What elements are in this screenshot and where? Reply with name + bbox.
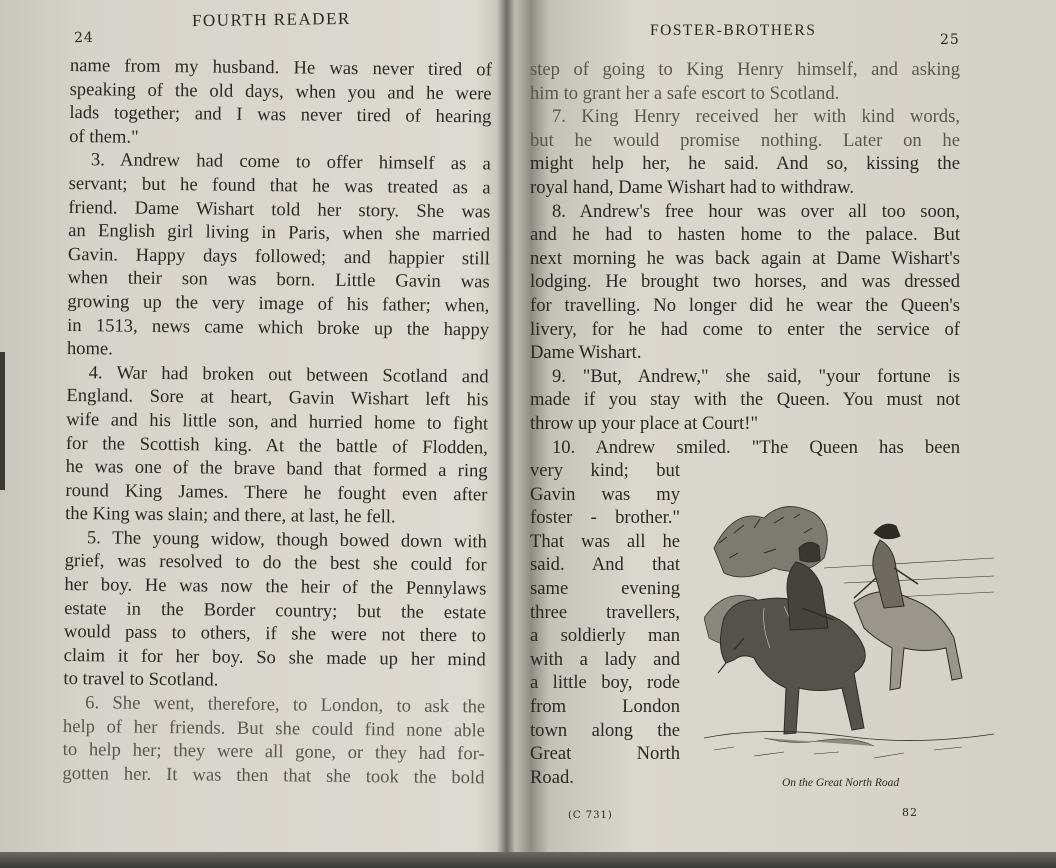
text-line: claim it for her boy. So she made up her mind (63, 644, 486, 671)
text-line: name from my husband. He was never tired of (69, 54, 492, 81)
text-line: step of going to King Henry himself, and asking (530, 59, 960, 80)
text-line: might help her, he said. And so, kissing the (530, 153, 960, 175)
text-line: in 1513, news came which broke up the happy (67, 314, 490, 340)
running-head-right: FOSTER-BROTHERS (650, 22, 817, 39)
text-line: very kind; but (530, 460, 680, 482)
text-line: for the Scottish king. At the battle of Flodden, (65, 432, 489, 458)
text-line: round King James. There he fought even after (65, 479, 488, 506)
text-line: him to grant her a safe escort to Scotland. (530, 82, 840, 104)
illustration-caption: On the Great North Road (782, 777, 900, 789)
text-line: would pass to others, if she were not there to (63, 621, 487, 647)
text-line: friend. Dame Wishart told her story. She was (68, 196, 491, 222)
text-line: a soldierly man (530, 625, 680, 647)
text-line: Dame Wishart. (530, 342, 642, 364)
text-line: 5. The young widow, though bowed down with (86, 527, 488, 553)
text-line: home. (66, 338, 113, 360)
text-line: but he would promise nothing. Later on he (530, 129, 960, 151)
text-line: gotten her. It was then that she took the bold (62, 762, 485, 789)
text-line: grief, was resolved to do the best she could for (64, 550, 487, 576)
text-line: the King was slain; and there, at last, he fell. (65, 503, 396, 528)
right-page (512, 0, 1056, 868)
text-line: estate in the Border country; but the estate (64, 597, 487, 624)
text-line: 10. Andrew smiled. "The Queen has been (552, 436, 960, 458)
page-number-left: 24 (73, 29, 94, 47)
text-line: servant; but he found that he was treated as a (68, 172, 491, 199)
text-line: 4. War had broken out between Scotland and (88, 361, 489, 388)
text-line: wife and his little son, and hurried home to fight (66, 408, 489, 435)
text-line: lads together; and I was never tired of hearing (69, 102, 492, 128)
text-line: Gavin. Happy days followed; and happier still (67, 243, 490, 270)
text-line: with a lady and (530, 648, 680, 670)
text-line: of them." (69, 125, 139, 148)
text-line: lodging. He brought two horses, and was dressed (530, 271, 960, 293)
text-line: royal hand, Dame Wishart had to withdraw. (530, 176, 855, 198)
text-line: a little boy, rode (530, 672, 680, 694)
sheet-mark: 82 (902, 806, 918, 819)
left-page (0, 0, 502, 868)
text-line: help of her friends. But she could find none able (62, 715, 486, 742)
text-line: to travel to Scotland. (63, 668, 219, 692)
text-line: livery, for he had come to enter the service of (530, 318, 960, 340)
text-line: for travelling. No longer did he wear the Queen's (530, 294, 960, 316)
text-line: and he had to hasten home to the palace. But (530, 224, 960, 246)
running-head-left: FOURTH READER (191, 8, 351, 31)
text-line: Road. (530, 766, 574, 788)
text-line: her boy. He was now the heir of the Pennylaws (64, 574, 487, 600)
text-line: he was one of the brave band that formed a ring (65, 456, 488, 482)
text-line: That was all he (530, 530, 680, 552)
text-line: 3. Andrew had come to offer himself as a (90, 149, 491, 175)
riders-illustration (704, 488, 994, 770)
text-line: growing up the very image of his father; when, (67, 290, 490, 317)
text-line: 8. Andrew's free hour was over all too soon, (552, 200, 960, 222)
book-bottom-edge (0, 852, 1056, 868)
text-line: speaking of the old days, when you and he were (69, 78, 492, 105)
text-line: Great North (530, 743, 680, 765)
text-line: next morning he was back again at Dame Wishart's (530, 247, 960, 269)
page-number-right: 25 (940, 32, 960, 48)
text-line: 6. She went, therefore, to London, to ask the (85, 692, 486, 718)
left-body-text (62, 54, 492, 790)
text-line: 7. King Henry received her with kind words, (552, 106, 960, 128)
text-line: said. And that (530, 554, 680, 576)
text-line: Gavin was my (530, 483, 680, 505)
text-line: from London (530, 696, 680, 718)
text-line: same evening (530, 578, 680, 600)
text-line: an English girl living in Paris, when she married (68, 220, 491, 246)
text-line: 9. "But, Andrew," she said, "your fortune is (552, 365, 960, 387)
text-line: town along the (530, 719, 680, 741)
text-line: three travellers, (530, 601, 680, 623)
wrapped-text-column (530, 459, 680, 789)
printer-signature: (C 731) (568, 810, 613, 821)
text-line: when their son was born. Little Gavin was (67, 267, 490, 293)
text-line: foster - brother." (530, 507, 680, 529)
text-line: to help her; they were all gone, or they had for- (62, 739, 485, 765)
text-line: made if you stay with the Queen. You must not (530, 389, 960, 411)
text-line: throw up your place at Court!" (530, 412, 759, 434)
text-line: England. Sore at heart, Gavin Wishart left his (66, 385, 489, 411)
